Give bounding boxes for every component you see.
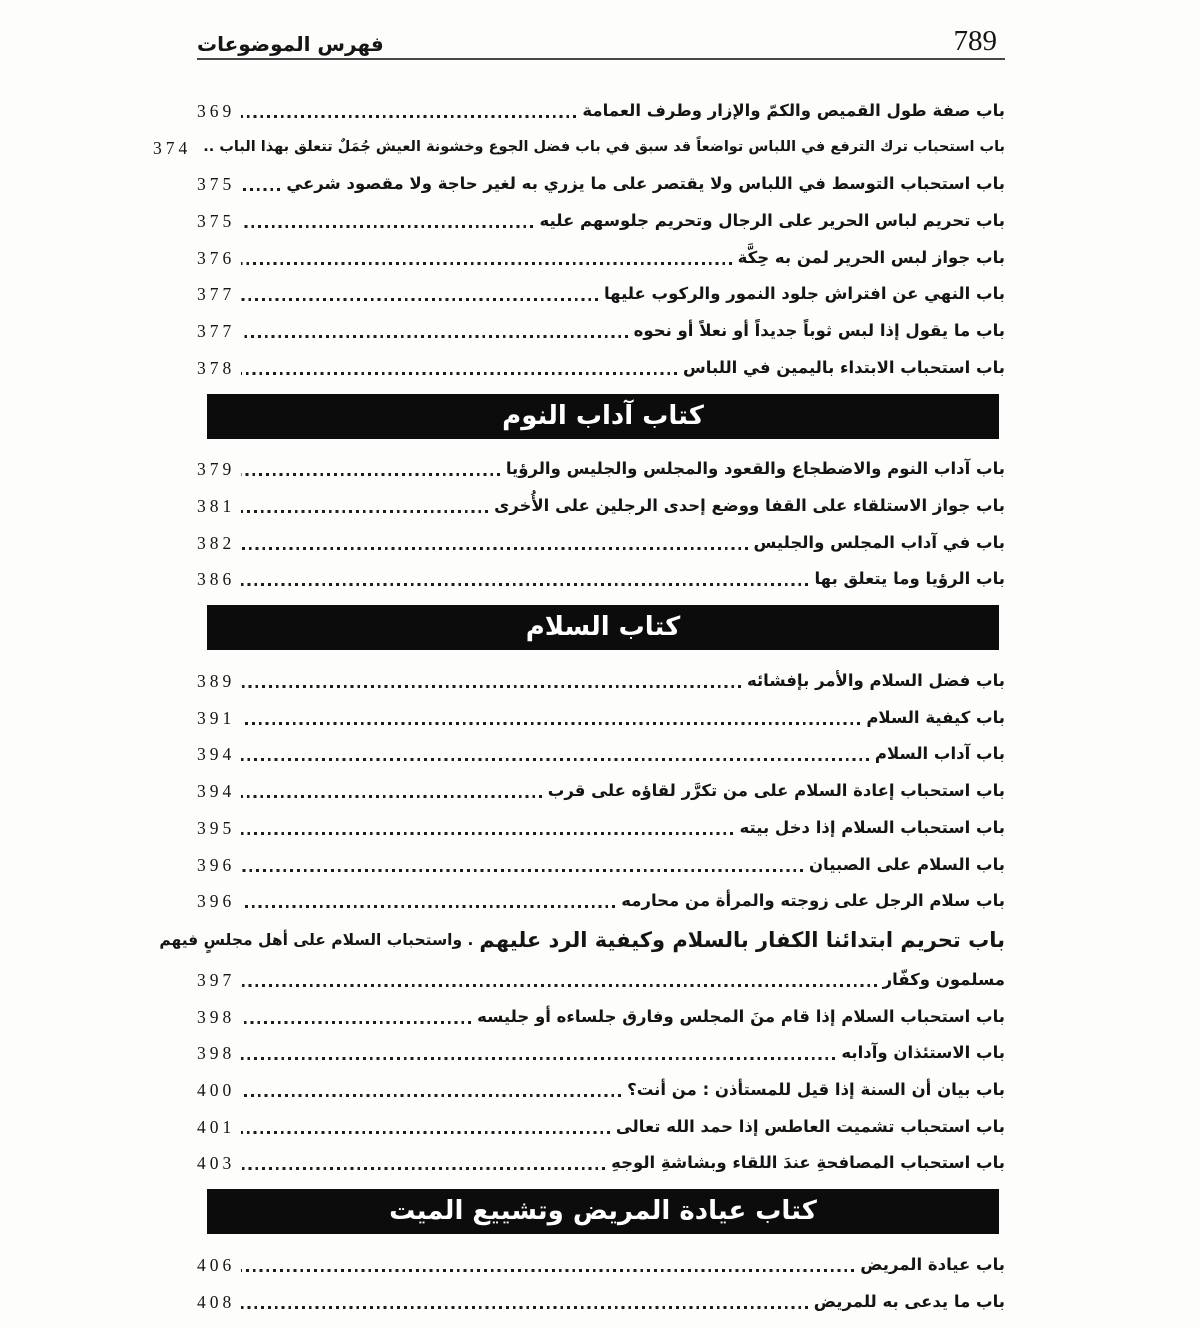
toc-entry: [197, 809, 1005, 846]
toc-entry-page: 406: [197, 1255, 236, 1276]
toc-entry-page: 377: [197, 320, 236, 341]
dot-leader: [241, 115, 576, 118]
toc-entry-page: 394: [197, 744, 236, 765]
dot-leader: [241, 1057, 835, 1060]
toc-entry: [197, 1071, 1005, 1108]
toc-entry-page: 382: [197, 532, 236, 553]
toc-entry-title-line2: مسلمون وكفّار: [882, 969, 1005, 989]
toc-entry-title: باب الاستئذان وآدابه: [841, 1043, 1005, 1063]
dot-leader: [241, 1094, 621, 1097]
toc-entry: [197, 998, 1005, 1035]
toc-entry-page: 391: [197, 707, 236, 728]
toc-entry-title-line1: [159, 919, 1005, 961]
header-rule: [197, 58, 1005, 60]
toc-entry: [197, 524, 1005, 561]
toc-entry: [197, 1246, 1005, 1283]
toc-entry-title: باب السلام على الصبيان: [808, 854, 1005, 874]
toc-entry-title: باب في آداب المجلس والجليس: [753, 532, 1005, 552]
toc-section-sleep-etiquette: [197, 394, 1005, 598]
dot-leader: [241, 1131, 610, 1134]
toc-entry-title: باب صفة طول القميص والكمّ والإزار وطرف العمامة: [582, 100, 1005, 120]
page-number: 789: [953, 25, 997, 57]
dot-leader: [241, 1021, 471, 1024]
section-banner-title: كتاب عيادة المريض وتشييع الميت: [389, 1196, 817, 1227]
dot-leader: [241, 583, 808, 586]
dot-leader: [241, 473, 500, 476]
toc-entry-page: 394: [197, 781, 236, 802]
toc-entry-page: 396: [197, 854, 236, 875]
toc-entry-page: 408: [197, 1291, 236, 1312]
toc-entry-title: باب عيادة المريض: [860, 1255, 1005, 1275]
toc-entry-title: باب استحباب التوسط في اللباس ولا يقتصر على ما يزري به لغير حاجة ولا مقصود شرعي: [286, 174, 1005, 194]
toc-entry-title: باب الرؤيا وما يتعلق بها: [814, 569, 1005, 589]
toc-entry: [197, 846, 1005, 883]
toc-entry-title: باب فضل السلام والأمر بإفشائه: [746, 671, 1005, 691]
toc-entry: [197, 239, 1005, 276]
section-banner: [207, 1189, 999, 1234]
toc-entry-page: 375: [197, 210, 236, 231]
dot-leader: [241, 298, 598, 301]
toc-entry: [197, 165, 1005, 202]
dot-leader: [241, 335, 627, 338]
toc-entry-title: باب جواز الاستلقاء على القفا ووضع إحدى الرجلين على الأُخرى: [494, 496, 1005, 516]
toc-list: [153, 92, 1005, 1320]
dot-leader: [241, 225, 533, 228]
toc-entry: [197, 1145, 1005, 1182]
toc-entry: [197, 275, 1005, 312]
toc-entry: [197, 699, 1005, 736]
dot-leader: [241, 758, 869, 761]
toc-entry-title: باب استحباب السلام إذا قام منَ المجلس وفارق جلساءه أو جليسه: [477, 1006, 1005, 1026]
toc-section-visiting-sick: [197, 1189, 1005, 1319]
toc-entry-title: باب جواز لبس الحرير لمن به حِكَّة: [737, 247, 1005, 267]
toc-section-salam: [159, 605, 1005, 1181]
dot-leader: [241, 262, 731, 265]
dot-leader: [241, 372, 677, 375]
section-banner-title: كتاب آداب النوم: [502, 400, 704, 431]
toc-entry-page: 379: [197, 459, 236, 480]
toc-entry-title: باب استحباب إعادة السلام على من تكرَّر لقاؤه على قرب: [547, 781, 1005, 801]
toc-entry-page: 389: [197, 671, 236, 692]
toc-entry-multiline: [159, 919, 1005, 998]
dot-leader: [241, 905, 615, 908]
page-header-title: فهرس الموضوعات: [197, 32, 384, 56]
toc-entry: [197, 1034, 1005, 1071]
toc-entry: [197, 1108, 1005, 1145]
toc-entry-page: 401: [197, 1116, 236, 1137]
toc-entry: [197, 1283, 1005, 1320]
toc-entry: [197, 202, 1005, 239]
toc-entry-page: 398: [197, 1006, 236, 1027]
toc-entry-page: 381: [197, 496, 236, 517]
dot-leader: [241, 984, 876, 987]
toc-entry-title: باب سلام الرجل على زوجته والمرأة من محارمه: [621, 891, 1005, 911]
toc-entry-page: 395: [197, 817, 236, 838]
toc-entry-page: 397: [197, 969, 236, 990]
toc-entry: [197, 487, 1005, 524]
toc-entry-page: 378: [197, 357, 236, 378]
toc-entry: [197, 451, 1005, 488]
toc-entry-page: 377: [197, 284, 236, 305]
section-banner: [207, 394, 999, 439]
toc-entry: [197, 349, 1005, 386]
toc-entry: [197, 662, 1005, 699]
dot-leader: [241, 1167, 605, 1170]
toc-entry-title: باب استحباب ترك الترفع في اللباس تواضعاً قد سبق في باب فضل الجوع وخشونة العيش جُمَلٌ تتعلق بهذا الباب ..: [203, 139, 1005, 156]
toc-entry-page: 376: [197, 247, 236, 268]
toc-entry-title: باب آداب النوم والاضطجاع والقعود والمجلس والجليس والرؤيا: [505, 459, 1005, 479]
toc-entry: [153, 129, 1005, 166]
dot-leader: [241, 547, 747, 550]
toc-entry-title: باب استحباب تشميت العاطس إذا حمد الله تعالى: [615, 1116, 1005, 1136]
toc-entry-page: 398: [197, 1043, 236, 1064]
page-content: [153, 0, 1005, 1320]
dot-leader: [241, 1269, 854, 1272]
toc-entry-page: 396: [197, 891, 236, 912]
dot-leader: [241, 795, 542, 798]
toc-entry: [197, 772, 1005, 809]
toc-entry-page: 403: [197, 1153, 236, 1174]
dot-leader: [241, 1306, 808, 1309]
toc-entry-title: باب تحريم لباس الحرير على الرجال وتحريم جلوسهم عليه: [539, 210, 1005, 230]
toc-entry-title-major: باب تحريم ابتدائنا الكفار بالسلام وكيفية الرد عليهم: [479, 928, 1005, 953]
dot-leader: [241, 510, 488, 513]
toc-entry-page: 369: [197, 100, 236, 121]
dot-leader: [241, 869, 803, 872]
toc-entry-title: باب بيان أن السنة إذا قيل للمستأذن : من أنت؟: [627, 1079, 1005, 1099]
dot-leader: [241, 832, 733, 835]
section-banner: [207, 605, 999, 650]
section-banner-title: كتاب السلام: [525, 612, 681, 643]
toc-entry: [197, 312, 1005, 349]
toc-entry-title: باب آداب السلام: [874, 744, 1005, 764]
toc-entry-page: 400: [197, 1079, 236, 1100]
toc-entry-page: 375: [197, 174, 236, 195]
toc-entry-title: باب النهي عن افتراش جلود النمور والركوب عليها: [603, 284, 1005, 304]
toc-entry-title: باب استحباب المصافحةِ عندَ اللقاء وبشاشةِ الوجهِ: [611, 1153, 1005, 1173]
toc-entry: [197, 961, 1005, 998]
toc-section-dress: [153, 92, 1005, 386]
dot-leader: [241, 722, 860, 725]
toc-entry: [197, 736, 1005, 773]
toc-entry-title: باب ما يدعى به للمريض: [813, 1291, 1005, 1311]
dot-leader: [241, 685, 741, 688]
toc-entry: [197, 92, 1005, 129]
toc-entry-title: باب استحباب الابتداء باليمين في اللباس: [683, 357, 1005, 377]
toc-entry-title-minor: . واستحباب السلام على أهل مجلسٍ فيهم: [159, 931, 474, 950]
toc-entry: [197, 561, 1005, 598]
page-header: [197, 0, 1005, 56]
dot-leader: [241, 188, 280, 191]
toc-entry-page: 374: [153, 137, 192, 158]
toc-entry: [197, 882, 1005, 919]
toc-entry-page: 386: [197, 569, 236, 590]
toc-entry-title: باب ما يقول إذا لبس ثوباً جديداً أو نعلاً أو نحوه: [633, 320, 1005, 340]
toc-entry-title: باب كيفية السلام: [866, 707, 1005, 727]
toc-entry-title: باب استحباب السلام إذا دخل بيته: [739, 817, 1005, 837]
